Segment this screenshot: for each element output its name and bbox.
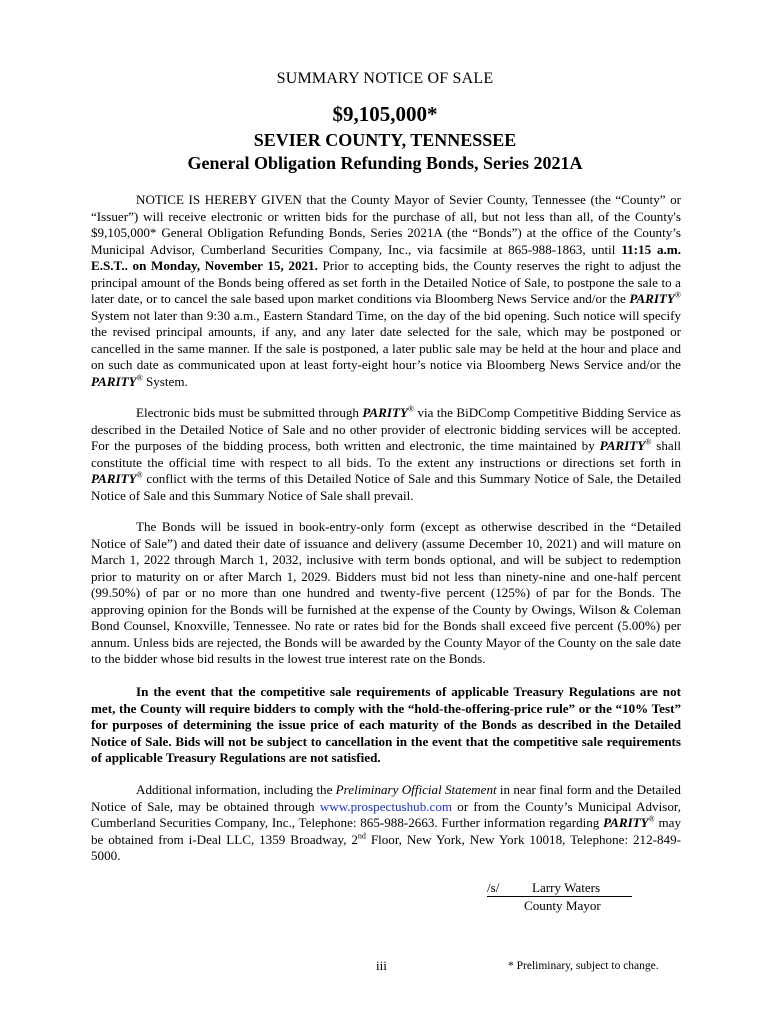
text-run: NOTICE IS HEREBY GIVEN that the County Mayor of Sevier County, Tennessee (the “County” or “Issuer”) will receive electronic or written bids for the purchase of all, but not less than all, of the County's $9,105,000* General Obligation Refunding Bonds, Series 2021A (the “Bonds”) at the office of the County’s Municipal Advisor, Cumberland Securities Company, Inc., via facsimile at 865-988-1863, until [91,192,681,257]
text-run: Floor, New York, New York 10018, Telephone: 212-849-5000. [91,831,681,863]
treasury-regulations-paragraph [91,684,681,767]
issuer-name: SEVIER COUNTY, TENNESSEE [253,130,517,150]
registered-mark: ® [648,814,655,824]
electronic-bids-paragraph [91,405,681,504]
document-title: SUMMARY NOTICE OF SALE [276,70,494,87]
text-run: shall constitute the official time with respect to all bids. To the extent any instructions or directions set forth in [91,438,681,470]
text-run: Prior to accepting bids, the County reserves the right to adjust the principal amount of the Bonds being offered as set forth in the Detailed Notice of Sale, to postpone the sale to a later date, or to cancel the sale based upon market conditions via Bloomberg News Service and/or the [91,258,681,306]
text-run: in near final form and the Detailed Notice of Sale, may be obtained through [91,782,681,814]
parity-mark: PARITY [629,291,675,306]
text-run: System. [142,373,188,389]
page-number: iii [376,958,387,973]
signatory-name: Larry Waters [532,880,601,895]
text-run: or from the County’s Municipal Advisor, Cumberland Securities Company, Inc., Telephone: 865-988-2663. Further information regarding [91,798,681,830]
bid-date: Monday, November 15, 2021. [151,258,318,273]
registered-mark: ® [645,437,652,447]
additional-info-paragraph [91,782,681,865]
bond-amount: $9,105,000* [332,102,438,126]
text-run: Additional information, including the [136,782,336,797]
bond-terms-paragraph [91,519,681,668]
signature-line: /s/ [487,880,632,897]
bond-series: General Obligation Refunding Bonds, Series 2021A [187,153,583,173]
registered-mark: ® [136,470,143,480]
text-run: may be obtained from i-Deal LLC, 1359 Broadway, 2 [91,815,681,847]
text-run: In the event that the competitive sale requirements of applicable Treasury Regulations are not met, the County will require bidders to comply with the “hold-the-offering-price rule” or the “10% Test” for purposes of determining the issue price of each maturity of the Bonds as described in the Detailed Notice of Sale. Bids will not be subject to cancellation in the event that the competitive sale requirements of applicable Treasury Regulations are not satisfied. [91,684,681,765]
text-run: Electronic bids must be submitted through [136,405,363,420]
registered-mark: ® [136,373,143,383]
registered-mark: ® [407,404,415,414]
footnote: * Preliminary, subject to change. [508,960,659,972]
text-run: System not later than 9:30 a.m., Eastern Standard Time, on the day of the bid opening. Such notice will specify the revised principal amounts, if any, and any later date selected for the sale, which may be postponed or cancelled in the same manner. If the sale is postponed, a later public sale may be held at the hour and place and on such date as communicated upon at least forty-eight hour’s notice via Bloomberg News Service and/or the [91,307,681,372]
notice-paragraph [91,192,681,390]
prospectushub-link[interactable]: www.prospectushub.com [319,798,453,814]
bid-time: 11:15 a.m. E.S.T. [91,241,681,273]
parity-mark: PARITY [362,405,408,420]
text-run: . on [124,258,152,273]
parity-mark: PARITY [91,471,137,486]
ordinal-suffix: nd [357,831,366,841]
registered-mark: ® [674,290,681,300]
signatory-title: County Mayor [524,898,601,913]
text-run: via the BiDComp Competitive Bidding Service as described in the Detailed Notice of Sale and no other provider of electronic bidding services will be accepted. For the purposes of the bidding process, both written and electronic, the time maintained by [91,405,681,453]
parity-mark: PARITY [91,373,137,389]
parity-mark: PARITY [603,815,649,830]
preliminary-official-statement: Preliminary Official Statement [335,782,497,797]
text-run: The Bonds will be issued in book-entry-only form (except as otherwise described in the “Detailed Notice of Sale”) and dated their date of issuance and delivery (assume December 10, 2021) and will mature on March 1, 2022 through March 1, 2032, inclusive with term bonds optional, and will be subject to redemption prior to maturity on or after March 1, 2029. Bidders must bid not less than ninety-nine and one-half percent (99.50%) of par or no more than one hundred and twenty-five percent (125%) of par for the Bonds. The approving opinion for the Bonds will be furnished at the expense of the County by Owings, Wilson & Coleman Bond Counsel, Knoxville, Tennessee. No rate or rates bid for the Bonds shall exceed five percent (5.00%) per annum. Unless bids are rejected, the Bonds will be awarded by the County Mayor of the County on the sale date to the bidder whose bid results in the lowest true interest rate on the Bonds. [91,519,681,666]
text-run: conflict with the terms of this Detailed Notice of Sale and this Summary Notice of Sale, the Detailed Notice of Sale and this Summary Notice of Sale shall prevail. [91,471,681,503]
parity-mark: PARITY [599,438,646,453]
